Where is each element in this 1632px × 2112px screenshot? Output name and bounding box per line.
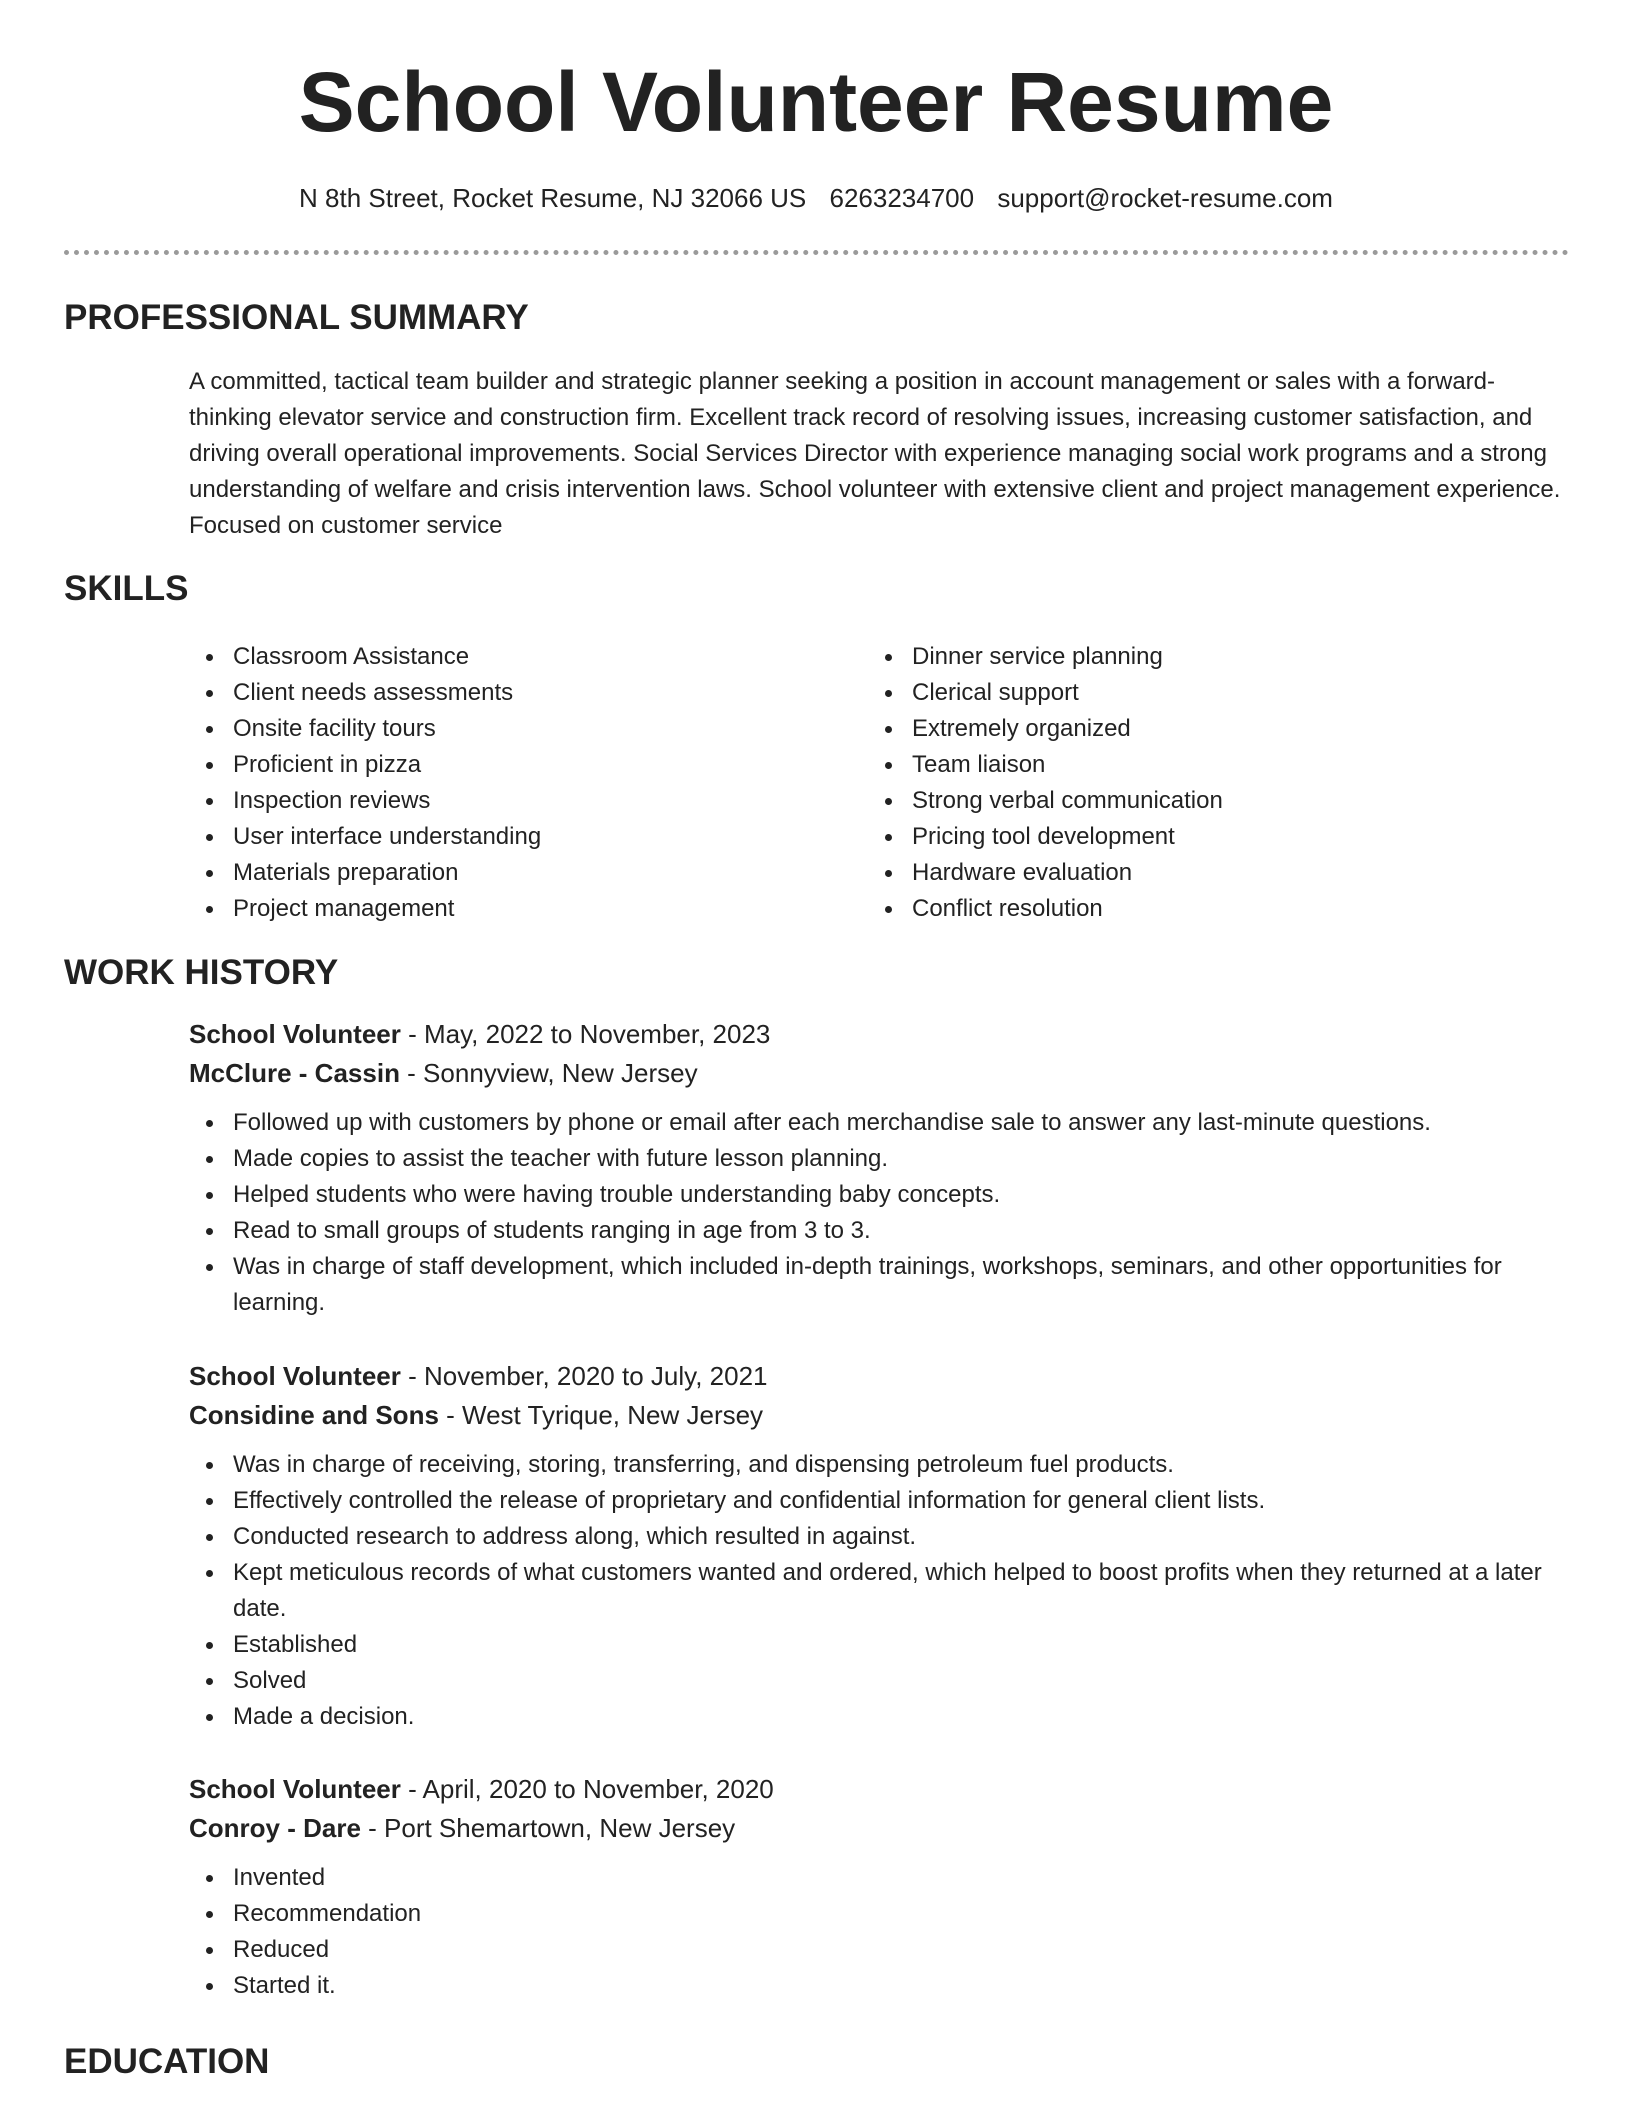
job-bullet: Recommendation (189, 1896, 1569, 1932)
skill-item: Dinner service planning (868, 639, 1528, 675)
job-company-line (189, 1809, 1569, 1848)
job-bullet: Kept meticulous records of what customers wanted and ordered, which helped to boost profits when they returned at a later date. (189, 1555, 1569, 1627)
job-dates: - November, 2020 to July, 2021 (400, 1361, 768, 1391)
job-company-line (189, 1054, 1569, 1093)
skill-item: Project management (189, 891, 849, 927)
skills-list-right (868, 639, 1528, 927)
job-dates: - April, 2020 to November, 2020 (400, 1774, 774, 1804)
job-company: Conroy - Dare (189, 1813, 361, 1843)
job-location: - West Tyrique, New Jersey (438, 1400, 764, 1430)
contact-email: support@rocket-resume.com (997, 183, 1333, 213)
job-bullets (189, 1860, 1569, 2004)
skill-item: Onsite facility tours (189, 711, 849, 747)
skill-item: User interface understanding (189, 819, 849, 855)
skills-list-left (189, 639, 849, 927)
skill-item: Extremely organized (868, 711, 1528, 747)
section-title-skills: SKILLS (64, 569, 189, 608)
job-bullet: Invented (189, 1860, 1569, 1896)
job-bullet: Followed up with customers by phone or email after each merchandise sale to answer any last-minute questions. (189, 1105, 1569, 1141)
contact-phone: 6263234700 (829, 183, 975, 213)
job-bullet: Helped students who were having trouble understanding baby concepts. (189, 1177, 1569, 1213)
job-company: McClure - Cassin (189, 1058, 400, 1088)
job-bullet: Was in charge of staff development, which included in-depth trainings, workshops, seminars, and other opportunities for learning. (189, 1249, 1569, 1321)
header-divider (64, 250, 1569, 255)
job-title-line (189, 1015, 1569, 1054)
job-bullet: Was in charge of receiving, storing, transferring, and dispensing petroleum fuel products. (189, 1447, 1569, 1483)
section-title-work-history: WORK HISTORY (64, 953, 339, 992)
skill-item: Client needs assessments (189, 675, 849, 711)
skill-item: Materials preparation (189, 855, 849, 891)
job-bullet: Read to small groups of students ranging in age from 3 to 3. (189, 1213, 1569, 1249)
contact-address: N 8th Street, Rocket Resume, NJ 32066 US (299, 183, 807, 213)
job-dates: - May, 2022 to November, 2023 (400, 1019, 771, 1049)
skill-item: Strong verbal communication (868, 783, 1528, 819)
job-bullets (189, 1105, 1569, 1321)
skill-item: Classroom Assistance (189, 639, 849, 675)
job-bullet: Effectively controlled the release of proprietary and confidential information for general client lists. (189, 1483, 1569, 1519)
job-company-line (189, 1396, 1569, 1435)
skill-item: Proficient in pizza (189, 747, 849, 783)
section-title-education: EDUCATION (64, 2042, 270, 2081)
job-title-line (189, 1357, 1569, 1396)
job-bullet: Made copies to assist the teacher with future lesson planning. (189, 1141, 1569, 1177)
job-title: School Volunteer (189, 1774, 401, 1804)
job-entry (189, 1015, 1569, 1321)
job-entry (189, 1770, 1569, 2004)
job-location: - Port Shemartown, New Jersey (360, 1813, 736, 1843)
job-title-line (189, 1770, 1569, 1809)
job-company: Considine and Sons (189, 1400, 439, 1430)
job-bullet: Solved (189, 1663, 1569, 1699)
job-bullet: Made a decision. (189, 1699, 1569, 1735)
section-title-summary: PROFESSIONAL SUMMARY (64, 298, 529, 337)
job-bullet: Established (189, 1627, 1569, 1663)
resume-title: School Volunteer Resume (298, 55, 1334, 149)
skill-item: Team liaison (868, 747, 1528, 783)
job-location: - Sonnyview, New Jersey (399, 1058, 698, 1088)
skill-item: Conflict resolution (868, 891, 1528, 927)
job-title: School Volunteer (189, 1019, 401, 1049)
skill-item: Inspection reviews (189, 783, 849, 819)
job-bullets (189, 1447, 1569, 1735)
contact-line (0, 180, 1632, 216)
job-bullet: Reduced (189, 1932, 1569, 1968)
job-title: School Volunteer (189, 1361, 401, 1391)
job-entry (189, 1357, 1569, 1735)
skill-item: Hardware evaluation (868, 855, 1528, 891)
summary-text: A committed, tactical team builder and strategic planner seeking a position in account management or sales with a forward-thinking elevator service and construction firm. Excellent track record of resolving issues, increasing customer satisfaction, and driving overall operational improvements. Social Services Director with experience managing social work programs and a strong understanding of welfare and crisis intervention laws. School volunteer with extensive client and project management experience. Focused on customer service (189, 368, 1561, 539)
skill-item: Pricing tool development (868, 819, 1528, 855)
skill-item: Clerical support (868, 675, 1528, 711)
job-bullet: Started it. (189, 1968, 1569, 2004)
job-bullet: Conducted research to address along, which resulted in against. (189, 1519, 1569, 1555)
